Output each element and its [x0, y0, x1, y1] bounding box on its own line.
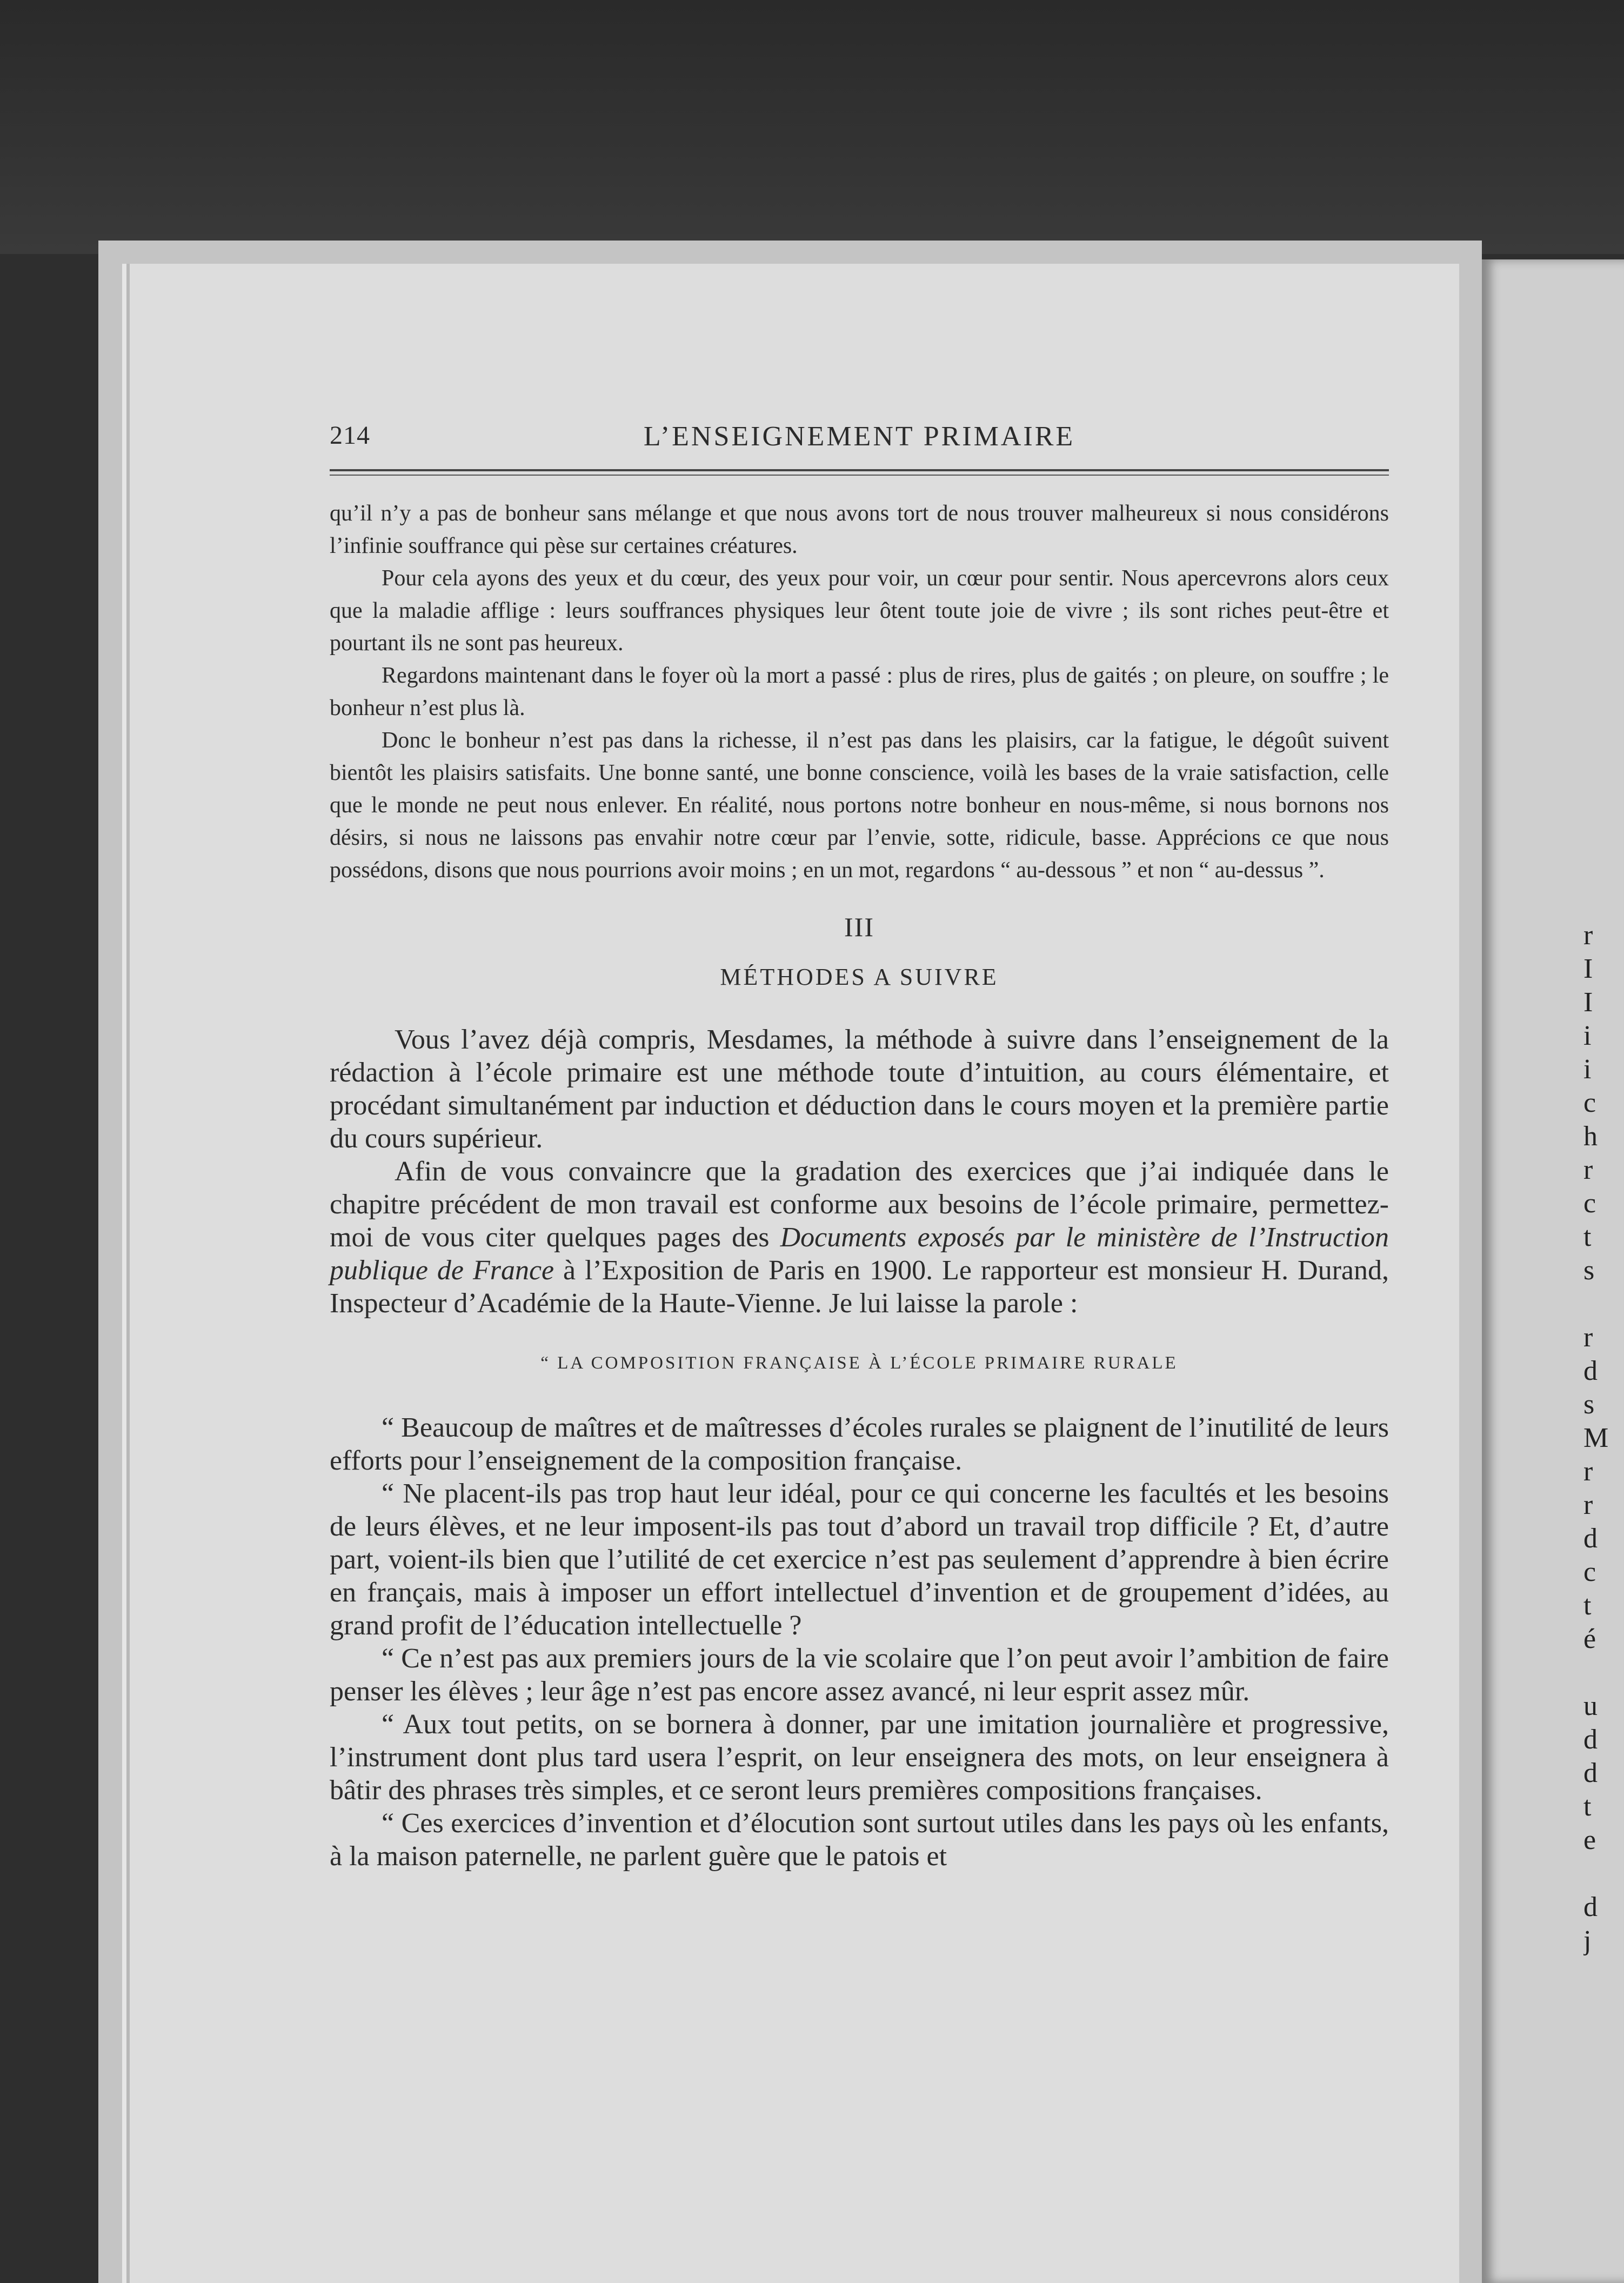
- section-number: III: [844, 912, 874, 942]
- paragraph-text: à l’Exposition de Paris en 1900. Le rapporteur est monsieur H. Durand, Inspecteur d’Académie de la Haute-Vienne. Je lui laisse la parole :: [330, 1255, 1389, 1319]
- page-number: 214: [330, 421, 370, 450]
- paragraph: “ Ne placent-ils pas trop haut leur idéal, pour ce qui concerne les facultés et les besoins de leurs élèves, et ne leur imposent-ils pas tout d’abord un travail trop difficile ? Et, d’autre part, voient-ils bien que l’utilité de cet exercice n’est pas seulement d’apprendre à bien écrire en français, mais à imposer un effort intellectuel d’invention et de groupement d’idées, au grand profit de l’éducation intellectuelle ?: [330, 1478, 1389, 1641]
- continued-text: [330, 497, 1389, 886]
- paragraph: “ Beaucoup de maîtres et de maîtresses d’écoles rurales se plaignent de l’inutilité de leurs efforts pour l’enseignement de la composition française.: [330, 1412, 1389, 1476]
- paragraph: “ Aux tout petits, on se bornera à donner, par une imitation journalière et progressive, l’instrument dont plus tard usera l’esprit, on leur enseignera des mots, on leur enseignera à bâtir des phrases très simples, et ce seront leurs premières compositions françaises.: [330, 1709, 1389, 1806]
- paragraph: “ Ces exercices d’invention et d’élocution sont surtout utiles dans les pays où les enfants, à la maison paternelle, ne parlent guère que le patois et: [330, 1808, 1389, 1872]
- header-rule-thin: [330, 475, 1389, 476]
- section-title: MÉTHODES A SUIVRE: [720, 964, 999, 990]
- quotation: [330, 1411, 1389, 1873]
- paragraph: Vous l’avez déjà compris, Mesdames, la méthode à suivre dans l’enseignement de la rédaction à l’école primaire est une méthode toute d’intuition, au cours élémentaire, et procédant simultanément par induction et déduction dans le cours moyen et la première partie du cours supérieur.: [330, 1024, 1389, 1154]
- page-header: [330, 420, 1389, 469]
- paragraph: [330, 1155, 1389, 1320]
- paragraph: “ Ce n’est pas aux premiers jours de la vie scolaire que l’on peut avoir l’ambition de faire penser les élèves ; leur âge n’est pas encore assez avancé, ni leur esprit assez mûr.: [330, 1643, 1389, 1707]
- paragraph-text: Afin de vous convaincre que la gradation des exercices que j’ai indiquée dans le chapitre précédent de mon travail est conforme aux besoins de l’école primaire, permettez-moi de vous citer quelques pages des: [330, 1156, 1389, 1253]
- book-page: [130, 264, 1459, 2283]
- paragraph: Donc le bonheur n’est pas dans la richesse, il n’est pas dans les plaisirs, car la fatigue, le dégoût suivent bientôt les plaisirs satisfaits. Une bonne santé, une bonne conscience, voilà les bases de la vraie satisfaction, celle que le monde ne peut nous enlever. En réalité, nous portons notre bonheur en nous-même, si nous bornons nos désirs, si nous ne laissons pas envahir notre cœur par l’envie, sotte, ridicule, basse. Apprécions ce que nous possédons, disons que nous pourrions avoir moins ; en un mot, regardons “ au-dessous ” et non “ au-dessus ”.: [330, 728, 1389, 883]
- scan-background: [0, 0, 1624, 254]
- paragraph: Pour cela ayons des yeux et du cœur, des yeux pour voir, un cœur pour sentir. Nous apercevrons alors ceux que la maladie afflige : leurs souffrances physiques leur ôtent toute joie de vivre ; ils sont riches peut-être et pourtant ils ne sont pas heureux.: [330, 566, 1389, 656]
- paragraph: Regardons maintenant dans le foyer où la mort a passé : plus de rires, plus de gaités ; on pleure, on souffre ; le bonheur n’est plus là.: [330, 663, 1389, 720]
- header-rule: [330, 469, 1389, 471]
- body-text: [330, 1023, 1389, 1320]
- document-title: Documents exposés par le ministère de l’Instruction publique de France: [330, 1222, 1389, 1286]
- running-title: L’ENSEIGNEMENT PRIMAIRE: [643, 421, 1075, 452]
- quotation-heading: “ LA COMPOSITION FRANÇAISE À L’ÉCOLE PRIMAIRE RURALE: [540, 1353, 1178, 1373]
- paragraph: qu’il n’y a pas de bonheur sans mélange et que nous avons tort de nous trouver malheureux si nous considérons l’infinie souffrance qui pèse sur certaines créatures.: [330, 501, 1389, 558]
- page-content: [330, 420, 1389, 1873]
- facing-page-fragment: r I I i i c h r c t s r d s M r r d c t é u d d t e d j: [1583, 920, 1610, 1956]
